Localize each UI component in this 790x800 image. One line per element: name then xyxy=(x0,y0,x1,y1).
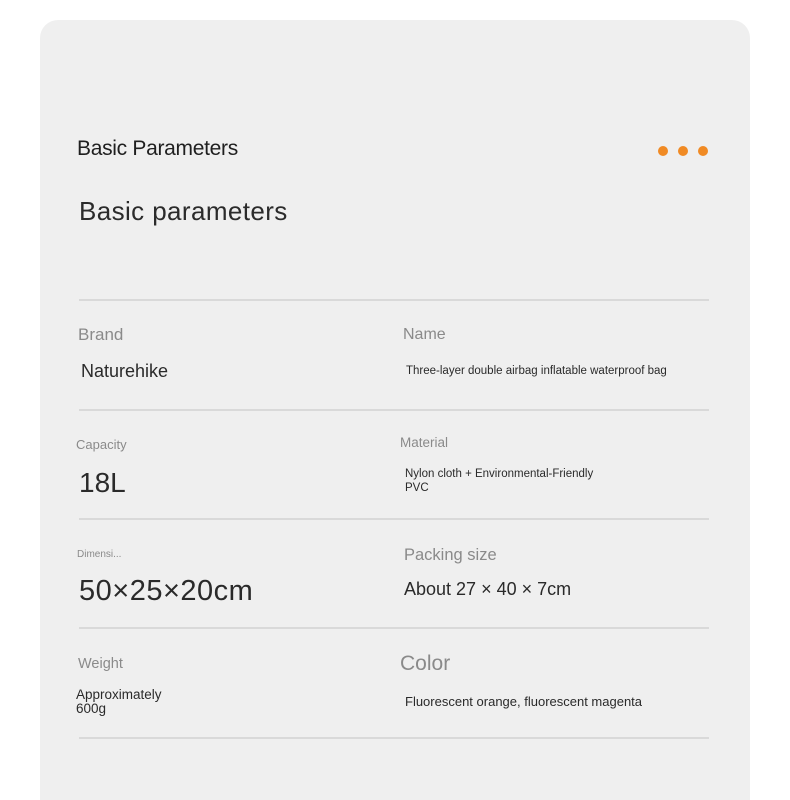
material-value-line-2: PVC xyxy=(405,482,429,494)
page-title: Basic Parameters xyxy=(77,137,238,160)
section-title: Basic parameters xyxy=(79,196,288,226)
packing-size-label: Packing size xyxy=(404,546,497,564)
dot-icon xyxy=(678,146,688,156)
divider xyxy=(79,518,709,520)
brand-value: Naturehike xyxy=(81,361,169,381)
more-options-icon[interactable] xyxy=(658,146,708,156)
divider xyxy=(79,409,709,411)
material-label: Material xyxy=(400,435,449,450)
color-label: Color xyxy=(400,652,451,675)
color-value: Fluorescent orange, fluorescent magenta xyxy=(405,694,643,709)
weight-value-line-1: Approximately xyxy=(76,687,162,702)
dot-icon xyxy=(658,146,668,156)
dot-icon xyxy=(698,146,708,156)
capacity-label: Capacity xyxy=(76,437,127,452)
divider xyxy=(79,627,709,629)
divider xyxy=(79,737,709,739)
brand-label: Brand xyxy=(78,325,124,344)
capacity-value: 18L xyxy=(79,467,126,498)
weight-value-line-2: 600g xyxy=(76,701,107,716)
name-value: Three-layer double airbag inflatable waterproof bag xyxy=(406,365,667,377)
dimensions-value: 50×25×20cm xyxy=(79,575,254,607)
dimensions-label: Dimensi... xyxy=(77,549,122,560)
name-label: Name xyxy=(403,326,446,343)
material-value-line-1: Nylon cloth + Environmental-Friendly xyxy=(405,468,594,480)
weight-label: Weight xyxy=(78,656,123,672)
packing-size-value: About 27 × 40 × 7cm xyxy=(404,579,572,599)
parameters-card xyxy=(40,20,750,800)
divider xyxy=(79,299,709,301)
